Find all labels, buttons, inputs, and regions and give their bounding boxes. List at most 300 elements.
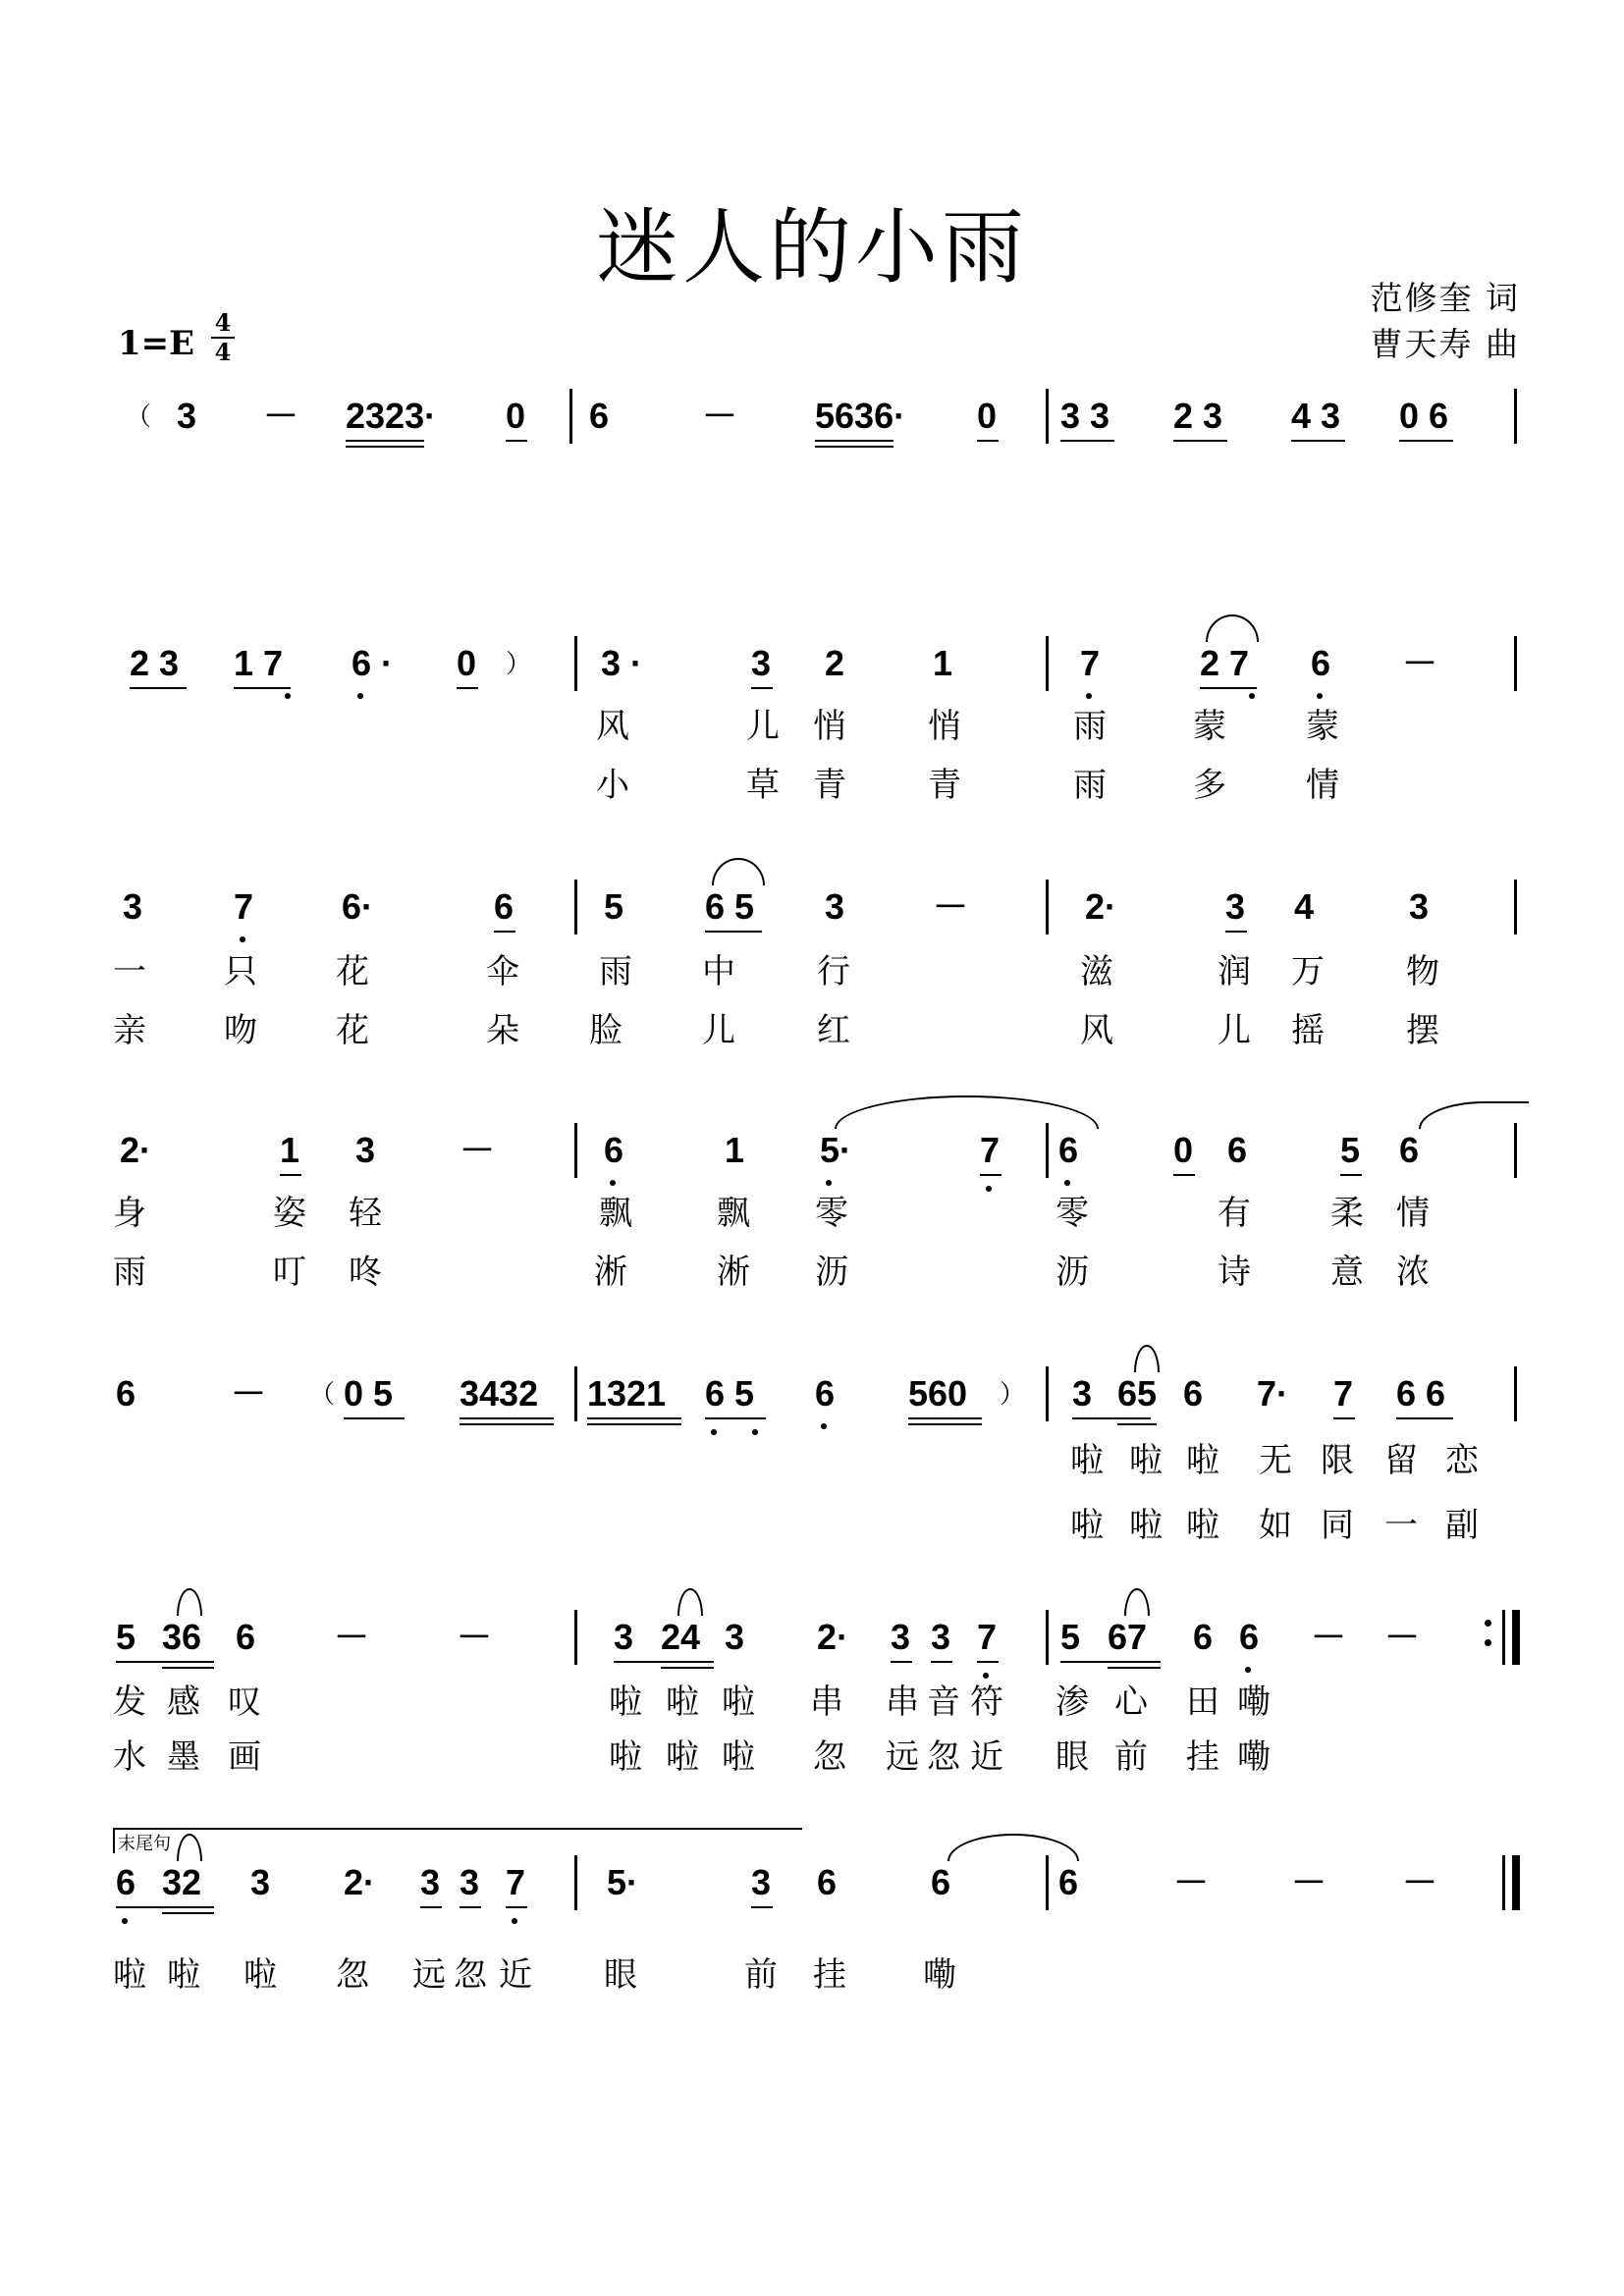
underline-sixteenth	[661, 1667, 714, 1669]
time-signature	[211, 310, 235, 365]
lyrics-verse-1	[108, 1433, 1522, 1480]
note: 5·	[820, 1130, 852, 1170]
barline	[1046, 636, 1049, 691]
note: 4 3	[1291, 396, 1341, 436]
note: 6	[1227, 1130, 1248, 1170]
barline	[574, 1123, 577, 1178]
lyric: 万	[1291, 952, 1325, 991]
lyric: 叮	[273, 1253, 306, 1292]
underline-eighth	[1399, 440, 1453, 442]
underline-eighth	[614, 1661, 714, 1663]
lyric: 无	[1259, 1441, 1292, 1480]
note: 3	[460, 1862, 480, 1902]
lyric: 同	[1321, 1506, 1354, 1545]
staff-line-7	[108, 1861, 1522, 1920]
note: 2323·	[346, 396, 437, 436]
note: 6	[1311, 643, 1331, 683]
barline	[574, 1855, 577, 1910]
note: 3	[751, 1862, 772, 1902]
underline-eighth	[980, 1174, 1001, 1176]
lyric: 啦	[1129, 1506, 1163, 1545]
note: 6	[1193, 1617, 1214, 1657]
lyric: 草	[746, 766, 780, 805]
note: 2·	[817, 1617, 849, 1657]
underline-sixteenth	[162, 1912, 214, 1914]
underline-eighth	[494, 931, 515, 933]
staff-line-5	[108, 1372, 1522, 1431]
note: 6	[604, 1130, 624, 1170]
lyric: 啦	[1186, 1506, 1219, 1545]
lyric: 啦	[722, 1737, 755, 1777]
lyric: 物	[1406, 952, 1439, 991]
underline-sixteenth	[587, 1423, 681, 1425]
lyric: 串	[886, 1682, 919, 1722]
lyric: 浓	[1396, 1253, 1430, 1292]
underline-eighth	[420, 1906, 442, 1908]
lyrics-verse-2	[108, 758, 1522, 805]
barline	[1046, 1610, 1049, 1665]
note: 6	[589, 396, 610, 436]
note: 6	[1058, 1130, 1079, 1170]
note: 65	[1117, 1373, 1158, 1414]
underline-eighth	[751, 687, 773, 689]
note: 3	[420, 1862, 441, 1902]
low-octave-dot	[512, 1918, 517, 1924]
final-barline	[1512, 1610, 1520, 1665]
slur	[712, 858, 765, 885]
lyric: 情	[1306, 766, 1339, 805]
lyric: 田	[1186, 1682, 1219, 1722]
underline-eighth	[344, 1417, 405, 1419]
underline-eighth	[116, 1661, 214, 1663]
low-octave-dot	[821, 1423, 827, 1429]
underline-eighth	[1060, 440, 1114, 442]
underline-sixteenth	[162, 1667, 214, 1669]
barline	[1046, 880, 1049, 934]
composer-credit: 曹天寿 曲	[1370, 325, 1520, 363]
note: 6·	[342, 886, 374, 927]
lyrics-verse-2	[108, 1498, 1522, 1545]
note: 5·	[607, 1862, 639, 1902]
note: 3	[1225, 886, 1246, 927]
note: 1	[280, 1130, 300, 1170]
note: 3	[1409, 886, 1430, 927]
note: 560	[908, 1373, 968, 1414]
lyric: 啦	[1070, 1441, 1104, 1480]
lyric: 眼	[1056, 1737, 1089, 1777]
lyric: 啦	[244, 1955, 277, 1995]
note: 1	[725, 1130, 745, 1170]
underline-eighth	[705, 931, 762, 933]
note: 67	[1108, 1617, 1148, 1657]
lyric: 远	[412, 1955, 446, 1995]
note: －	[460, 1130, 496, 1170]
underline-eighth	[506, 1906, 527, 1908]
staff-line-3	[108, 885, 1522, 944]
lyrics-verse-1	[108, 699, 1522, 746]
ending-label: 末尾句	[118, 1834, 171, 1854]
lyric: 花	[336, 1011, 369, 1050]
underline-eighth	[457, 687, 478, 689]
low-octave-dot	[1245, 1667, 1251, 1673]
note: 5	[604, 886, 624, 927]
note: （	[126, 401, 152, 431]
slur	[1206, 614, 1259, 642]
note: 2·	[120, 1130, 152, 1170]
note: 6	[116, 1862, 136, 1902]
underline-eighth	[116, 1906, 214, 1908]
underline-eighth	[815, 440, 893, 442]
note: 0	[1173, 1130, 1194, 1170]
underline-eighth	[908, 1417, 982, 1419]
lyric: 忽	[813, 1737, 846, 1777]
barline	[574, 1366, 577, 1421]
lyric: 诗	[1218, 1253, 1251, 1292]
barline	[1046, 1123, 1049, 1178]
slur	[177, 1588, 202, 1616]
note: 1321	[587, 1373, 667, 1414]
barline	[1514, 636, 1517, 691]
lyric: 沥	[815, 1253, 848, 1292]
note: 3	[123, 886, 143, 927]
note: 7	[506, 1862, 526, 1902]
note: 6	[817, 1862, 838, 1902]
lyric: 啦	[1129, 1441, 1163, 1480]
lyric: 中	[702, 952, 735, 991]
note: 7	[977, 1617, 998, 1657]
lyric: 挂	[813, 1955, 846, 1995]
lyric: 啦	[1070, 1506, 1104, 1545]
underline-eighth	[234, 687, 291, 689]
note: －	[1311, 1617, 1347, 1657]
note: 3	[725, 1617, 745, 1657]
note: ）	[506, 649, 532, 678]
lyric: 啦	[666, 1737, 699, 1777]
lyric: 水	[113, 1737, 146, 1777]
note: 5636·	[815, 396, 906, 436]
note: －	[1173, 1862, 1210, 1902]
lyrics-verse-2	[108, 1245, 1522, 1292]
lyric: 柔	[1330, 1194, 1364, 1233]
lyric: 青	[813, 766, 846, 805]
note: 6	[1183, 1373, 1204, 1414]
lyric: 啦	[609, 1682, 642, 1722]
slur	[835, 1095, 1099, 1129]
barline	[1046, 1366, 1049, 1421]
underline-eighth	[346, 440, 424, 442]
underline-sixteenth	[1117, 1423, 1157, 1425]
lyric: 感	[167, 1682, 200, 1722]
lyric: 嘞	[1237, 1682, 1271, 1722]
lyric: 如	[1259, 1506, 1292, 1545]
underline-eighth	[977, 440, 999, 442]
barline	[569, 389, 572, 444]
note: 3	[250, 1862, 271, 1902]
underline-eighth	[1291, 440, 1345, 442]
key-text: 1=E	[118, 324, 195, 363]
underline-eighth	[891, 1661, 912, 1663]
underline-sixteenth	[1108, 1667, 1161, 1669]
note: －	[702, 396, 738, 436]
low-octave-dot	[122, 1918, 128, 1924]
lyric: 亲	[113, 1011, 146, 1050]
underline-eighth	[130, 687, 187, 689]
note: 2·	[1085, 886, 1117, 927]
lyric: 脸	[589, 1011, 623, 1050]
lyric: 前	[744, 1955, 778, 1995]
note: 6	[931, 1862, 951, 1902]
lyrics-verse-1	[108, 944, 1522, 991]
lyric: 轻	[349, 1194, 382, 1233]
staff-line-6	[108, 1616, 1522, 1675]
note: 0	[457, 643, 477, 683]
lyrics-verse-1	[108, 1186, 1522, 1233]
lyric: 花	[336, 952, 369, 991]
barline	[574, 1610, 577, 1665]
note: 1 7	[234, 643, 284, 683]
slur	[947, 1834, 1079, 1861]
barline	[1046, 1855, 1049, 1910]
note: 2 7	[1200, 643, 1250, 683]
underline-eighth	[1225, 931, 1247, 933]
note: －	[231, 1373, 267, 1414]
lyric: 只	[224, 952, 257, 991]
ending-bracket	[113, 1828, 802, 1853]
underline-eighth	[460, 1417, 554, 1419]
note: ）	[1000, 1379, 1026, 1409]
note: 32	[162, 1862, 202, 1902]
note: 2·	[344, 1862, 376, 1902]
lyric: 墨	[167, 1737, 200, 1777]
lyric: 近	[499, 1955, 532, 1995]
note: －	[263, 396, 299, 436]
note: 6	[815, 1373, 836, 1414]
barline	[1502, 1855, 1505, 1910]
barline	[1046, 389, 1049, 444]
lyric: 啦	[666, 1682, 699, 1722]
note: 6 6	[1396, 1373, 1446, 1414]
lyric: 红	[817, 1011, 850, 1050]
note: －	[933, 886, 969, 927]
lyric: 啦	[113, 1955, 146, 1995]
lyric: 眼	[604, 1955, 637, 1995]
lyric: 挂	[1186, 1737, 1219, 1777]
underline-eighth	[977, 1661, 999, 1663]
barline	[1514, 1123, 1517, 1178]
note: 2	[825, 643, 845, 683]
lyric: 淅	[594, 1253, 627, 1292]
note: 3	[825, 886, 845, 927]
underline-sixteenth	[908, 1423, 982, 1425]
lyric: 心	[1114, 1682, 1148, 1722]
lyric: 近	[970, 1737, 1003, 1777]
lyric: 雨	[1073, 766, 1107, 805]
barline	[1502, 1610, 1505, 1665]
time-bottom: 4	[214, 338, 232, 366]
lyric: 忽	[927, 1737, 960, 1777]
staff-line-4	[108, 1129, 1522, 1188]
lyrics-verse-1	[108, 1675, 1522, 1722]
underline-sixteenth	[346, 446, 424, 448]
lyric: 摆	[1406, 1011, 1439, 1050]
note: 24	[661, 1617, 701, 1657]
note: 6	[1058, 1862, 1079, 1902]
lyric: 姿	[273, 1194, 306, 1233]
underline-eighth	[1072, 1417, 1151, 1419]
note: 7	[1333, 1373, 1354, 1414]
lyric: 限	[1321, 1441, 1354, 1480]
lyric: 飘	[717, 1194, 750, 1233]
note: 3	[355, 1130, 376, 1170]
lyric: 零	[815, 1194, 848, 1233]
lyric: 悄	[813, 707, 846, 746]
note: 7	[980, 1130, 1001, 1170]
slur	[677, 1588, 703, 1616]
lyric: 远	[886, 1737, 919, 1777]
note: 0 5	[344, 1373, 394, 1414]
lyric: 蒙	[1306, 707, 1339, 746]
lyric: 小	[596, 766, 629, 805]
lyric: 一	[1384, 1506, 1418, 1545]
lyrics-coda	[108, 1948, 1522, 1995]
lyric: 行	[817, 952, 850, 991]
note: －	[457, 1617, 493, 1657]
lyric: 留	[1384, 1441, 1418, 1480]
lyric: 吻	[224, 1011, 257, 1050]
lyric: 情	[1396, 1194, 1430, 1233]
barline	[574, 880, 577, 934]
lyric: 啦	[609, 1737, 642, 1777]
note: 1	[933, 643, 953, 683]
lyric: 儿	[1218, 1011, 1251, 1050]
note: －	[1384, 1617, 1421, 1657]
staff-line-1	[108, 395, 1522, 454]
lyric: 多	[1193, 766, 1226, 805]
note: 3	[177, 396, 197, 436]
underline-eighth	[506, 440, 527, 442]
note: 0	[977, 396, 998, 436]
note: 3	[931, 1617, 951, 1657]
lyric: 忽	[454, 1955, 487, 1995]
lyric: 叹	[228, 1682, 261, 1722]
lyric: 副	[1445, 1506, 1479, 1545]
note: 3 3	[1060, 396, 1110, 436]
note: 6	[494, 886, 514, 927]
lyric: 润	[1218, 952, 1251, 991]
lyric: 啦	[722, 1682, 755, 1722]
note: 6 ·	[352, 643, 394, 683]
underline-eighth	[1173, 440, 1227, 442]
lyric: 沥	[1056, 1253, 1089, 1292]
lyrics-verse-2	[108, 1003, 1522, 1050]
staff-line-2	[108, 642, 1522, 701]
note: －	[1291, 1862, 1327, 1902]
key-signature	[118, 324, 194, 363]
underline-eighth	[931, 1661, 952, 1663]
note: 4	[1294, 886, 1315, 927]
lyric: 淅	[717, 1253, 750, 1292]
lyric: 一	[113, 952, 146, 991]
lyric: 恋	[1445, 1441, 1479, 1480]
time-top: 4	[214, 308, 232, 337]
barline	[1514, 880, 1517, 934]
underline-eighth	[1173, 1174, 1195, 1176]
lyric: 摇	[1291, 1011, 1325, 1050]
lyrics-verse-2	[108, 1730, 1522, 1777]
slur	[1134, 1345, 1160, 1372]
underline-eighth	[1200, 687, 1257, 689]
lyric: 雨	[113, 1253, 146, 1292]
note: 2 3	[1173, 396, 1223, 436]
underline-eighth	[1333, 1417, 1355, 1419]
note: 6	[236, 1617, 256, 1657]
note: 3	[751, 643, 772, 683]
barline	[1514, 1366, 1517, 1421]
lyric: 风	[1080, 1011, 1113, 1050]
note: 3432	[460, 1373, 539, 1414]
lyric: 忽	[336, 1955, 369, 1995]
lyric: 音	[927, 1682, 960, 1722]
note: 3	[891, 1617, 911, 1657]
note: 7	[234, 886, 254, 927]
note: 7·	[1257, 1373, 1289, 1414]
underline-eighth	[705, 1417, 766, 1419]
repeat-sign	[1483, 1620, 1492, 1649]
underline-eighth	[1060, 1661, 1161, 1663]
underline-eighth	[1396, 1417, 1453, 1419]
note: 0 6	[1399, 396, 1449, 436]
underline-eighth	[751, 1906, 773, 1908]
lyric: 飘	[599, 1194, 632, 1233]
note: 36	[162, 1617, 202, 1657]
note: 6	[1239, 1617, 1260, 1657]
slur	[1124, 1588, 1150, 1616]
lyric: 意	[1330, 1253, 1364, 1292]
underline-eighth	[280, 1174, 301, 1176]
song-title: 迷人的小雨	[595, 199, 1028, 295]
lyric: 咚	[349, 1253, 382, 1292]
note: 0	[506, 396, 526, 436]
lyric: 雨	[1073, 707, 1107, 746]
note: 3	[1072, 1373, 1093, 1414]
lyric: 风	[596, 707, 629, 746]
lyric: 符	[970, 1682, 1003, 1722]
underline-sixteenth	[460, 1423, 554, 1425]
lyric: 嘞	[1237, 1737, 1271, 1777]
low-octave-dot	[240, 936, 245, 942]
lyric: 啦	[1186, 1441, 1219, 1480]
lyric: 渗	[1056, 1682, 1089, 1722]
underline-eighth	[1340, 1174, 1362, 1176]
note: 6	[116, 1373, 136, 1414]
final-barline	[1512, 1855, 1520, 1910]
lyric: 有	[1218, 1194, 1251, 1233]
slur	[1419, 1101, 1529, 1129]
underline-eighth	[460, 1906, 481, 1908]
barline	[574, 636, 577, 691]
lyric: 伞	[486, 952, 519, 991]
lyric: 零	[1056, 1194, 1089, 1233]
lyric: 悄	[928, 707, 961, 746]
lyric: 发	[113, 1682, 146, 1722]
note: 5	[116, 1617, 136, 1657]
lyric: 青	[928, 766, 961, 805]
lyric: 画	[228, 1737, 261, 1777]
lyricist-credit: 范修奎 词	[1370, 279, 1520, 317]
lyric: 滋	[1080, 952, 1113, 991]
note: 3	[614, 1617, 634, 1657]
barline	[1514, 389, 1517, 444]
